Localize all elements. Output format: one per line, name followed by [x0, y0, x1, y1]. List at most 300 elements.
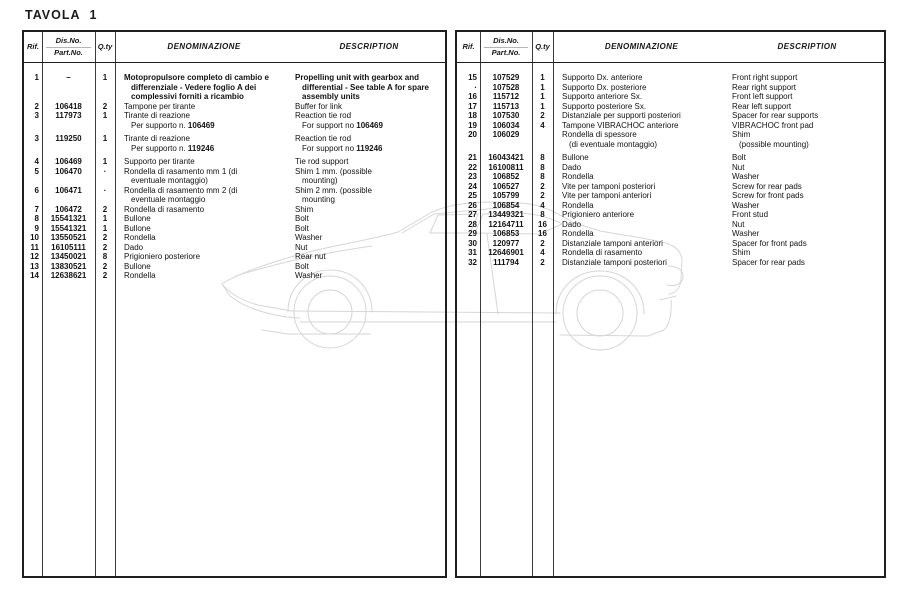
- cell-denominazione: [553, 153, 730, 163]
- cell-denominazione: [115, 271, 293, 281]
- cell-part-number: 119250: [55, 134, 82, 143]
- cell-qty: 2: [102, 242, 108, 252]
- cell-part-number: 106470: [55, 166, 82, 176]
- cell-line: Rondella: [562, 229, 594, 238]
- cell-qty: 4: [540, 248, 545, 257]
- cell-rif: 25: [468, 191, 477, 200]
- cell-line: Prigioniero anteriore: [562, 210, 635, 219]
- cell-qty: 1: [102, 134, 108, 143]
- table-row: [457, 239, 884, 249]
- cell-part-number: 106527: [492, 181, 520, 191]
- cell-rif: 11: [30, 242, 39, 252]
- cell-rif: 7: [34, 204, 39, 214]
- table-row: [24, 262, 445, 272]
- cell-rif: 1: [34, 73, 39, 82]
- cell-rif: 13: [30, 261, 39, 271]
- cell-line: Front right support: [732, 73, 798, 82]
- cell-line: Reaction tie rod: [295, 134, 352, 143]
- cell-rif: 15: [468, 73, 477, 82]
- table-row: [457, 220, 884, 230]
- cell-denominazione: [553, 248, 730, 258]
- cell-rif: 18: [468, 111, 477, 120]
- cell-line: Shim: [295, 204, 314, 214]
- header-part-number: [42, 37, 95, 57]
- cell-qty: 2: [102, 271, 108, 280]
- cell-description: [730, 102, 884, 112]
- cell-part-number: 106853: [492, 229, 520, 238]
- cell-denominazione: [553, 111, 730, 121]
- cell-qty: 8: [540, 162, 545, 172]
- cell-description: [293, 134, 445, 153]
- cell-denominazione: [115, 214, 293, 224]
- cell-denominazione: [115, 157, 293, 167]
- cell-rif: 8: [34, 214, 39, 223]
- table-row: [24, 111, 445, 130]
- cell-rif: ·: [474, 82, 477, 92]
- cell-line: Rondella di rasamento: [124, 204, 205, 214]
- cell-description: [730, 92, 884, 102]
- table-header: [457, 32, 884, 63]
- cell-denominazione: [553, 102, 730, 112]
- cell-description: [730, 153, 884, 163]
- table-row: [457, 130, 884, 149]
- cell-line-continuation: mounting): [302, 176, 338, 185]
- cell-qty: 1: [102, 214, 108, 223]
- table-row: [24, 271, 445, 281]
- cell-description: [730, 83, 884, 93]
- cell-line: Tampone VIBRACHOC anteriore: [562, 120, 679, 130]
- cell-part-number: 12646901: [488, 248, 524, 257]
- table-row: [457, 210, 884, 220]
- table-row: [24, 167, 445, 186]
- cell-denominazione: [553, 172, 730, 182]
- header-dis-no: Dis.No.: [493, 36, 519, 45]
- cell-line: Bullone: [124, 223, 151, 233]
- cell-qty: ·: [103, 166, 107, 176]
- table-row: [457, 73, 884, 83]
- cell-denominazione: [553, 258, 730, 268]
- cell-line: Shim: [732, 248, 751, 257]
- table-header: [24, 32, 445, 63]
- cell-line: Distanziale per supporti posteriori: [562, 111, 681, 120]
- cell-description: [293, 252, 445, 262]
- cell-line: Motopropulsore completo di cambio e: [124, 73, 269, 82]
- cell-line-continuation: (di eventuale montaggio): [569, 139, 658, 149]
- cell-line: Rondella di rasamento: [562, 248, 643, 257]
- cell-description: [730, 172, 884, 182]
- cell-part-number: 13450021: [50, 252, 87, 261]
- cell-description: [293, 167, 445, 186]
- cell-denominazione: [115, 262, 293, 272]
- cell-line: Dado: [562, 219, 582, 229]
- cell-rif: 32: [468, 257, 477, 267]
- cell-line-continuation: eventuale montaggio: [131, 195, 206, 204]
- cell-line: Bolt: [295, 214, 309, 223]
- header-part-number: [480, 37, 532, 57]
- cell-qty: ·: [103, 185, 107, 195]
- cell-qty: 2: [102, 233, 108, 242]
- header-dis-no: Dis.No.: [55, 36, 82, 45]
- cell-line: Vite per tamponi posteriori: [562, 181, 656, 191]
- cell-line: Prigioniero posteriore: [124, 252, 201, 261]
- cell-part-number: 13449321: [488, 210, 524, 219]
- cell-denominazione: [553, 239, 730, 249]
- cell-qty: 2: [540, 181, 545, 191]
- cell-description: [730, 229, 884, 239]
- cell-qty: 4: [540, 200, 545, 210]
- header-rif: Rif.: [462, 41, 475, 51]
- cell-denominazione: [115, 252, 293, 262]
- cell-qty: 1: [102, 73, 108, 82]
- cell-denominazione: [553, 92, 730, 102]
- cell-part-number: 16043421: [488, 153, 524, 162]
- cell-denominazione: [553, 163, 730, 173]
- cell-qty: 1: [102, 111, 108, 120]
- cell-line-continuation: (possible mounting): [739, 139, 809, 149]
- cell-line: Buffer for link: [295, 101, 342, 111]
- header-description: DESCRIPTION: [339, 41, 399, 51]
- table-row: [24, 73, 445, 102]
- cell-rif: 29: [468, 229, 477, 238]
- cell-description: [730, 220, 884, 230]
- cell-part-number: 106472: [55, 204, 82, 214]
- cell-part-number: 111794: [493, 257, 519, 267]
- cell-line: Distanziale tamponi anteriori: [562, 238, 663, 248]
- cell-description: [293, 214, 445, 224]
- cell-description: [293, 233, 445, 243]
- cell-line: Bullone: [124, 214, 151, 223]
- cell-line: Supporto Dx. anteriore: [562, 73, 643, 82]
- cell-denominazione: [115, 186, 293, 205]
- cell-qty: 2: [540, 191, 545, 200]
- cell-line: Reaction tie rod: [295, 111, 352, 120]
- cell-line-continuation: differenziale - Vedere foglio A dei: [131, 82, 257, 92]
- cell-qty: 1: [540, 92, 545, 101]
- cell-part-number: 117973: [55, 111, 82, 120]
- cell-denominazione: [553, 83, 730, 93]
- table-row: [457, 102, 884, 112]
- cell-line: Tampone per tirante: [124, 101, 196, 111]
- cell-part-number: 107528: [492, 82, 520, 92]
- table-row: [24, 243, 445, 253]
- cell-line: Bolt: [295, 261, 309, 271]
- cell-rif: 22: [468, 162, 477, 172]
- header-denominazione: DENOMINAZIONE: [604, 41, 679, 51]
- cell-part-number: 105799: [492, 191, 520, 200]
- cell-denominazione: [115, 224, 293, 234]
- cell-line: Nut: [732, 162, 745, 172]
- table-row: [457, 172, 884, 182]
- cell-rif: 14: [30, 271, 39, 280]
- cell-denominazione: [553, 182, 730, 192]
- cell-line: Supporto anteriore Sx.: [562, 92, 643, 101]
- cell-description: [730, 111, 884, 121]
- cell-rif: 12: [30, 252, 39, 261]
- parts-table-right: [455, 30, 886, 578]
- cell-rif: 20: [468, 130, 477, 139]
- cell-denominazione: [553, 130, 730, 149]
- table-row: [457, 229, 884, 239]
- cell-part-number: 106852: [492, 172, 520, 181]
- table-row: [24, 252, 445, 262]
- cell-line-continuation: Per supporto n. 106469: [131, 120, 215, 130]
- table-row: [457, 92, 884, 102]
- page-title: TAVOLA 1: [25, 8, 98, 22]
- cell-description: [730, 239, 884, 249]
- cell-qty: 16: [538, 229, 547, 238]
- cell-line: Bolt: [732, 153, 746, 162]
- cell-line: Spacer for rear supports: [732, 111, 819, 120]
- cell-denominazione: [115, 167, 293, 186]
- cell-line: Shim: [732, 130, 751, 139]
- cell-line-continuation: differential - See table A for spare: [302, 82, 429, 92]
- cell-rif: 16: [468, 92, 477, 101]
- cell-line: Front stud: [732, 210, 769, 219]
- cell-denominazione: [115, 205, 293, 215]
- cell-denominazione: [553, 220, 730, 230]
- table-row: [457, 201, 884, 211]
- cell-line: Supporto posteriore Sx.: [562, 101, 647, 111]
- cell-line: Rondella: [562, 172, 594, 181]
- cell-description: [293, 262, 445, 272]
- cell-rif: 26: [468, 200, 477, 210]
- cell-part-number: 106418: [55, 101, 82, 111]
- table-row: [24, 214, 445, 224]
- cell-description: [293, 111, 445, 130]
- header-part-no: Part.No.: [491, 47, 521, 57]
- cell-part-number: 107530: [492, 111, 520, 120]
- cell-part-number: 106854: [492, 200, 520, 210]
- cell-line: Supporto per tirante: [124, 157, 195, 166]
- cell-rif: 3: [34, 111, 39, 120]
- cell-rif: 5: [34, 166, 39, 176]
- cell-line-continuation: For support no 106469: [302, 120, 383, 130]
- cell-line: VIBRACHOC front pad: [732, 120, 814, 130]
- table-body: [24, 73, 445, 281]
- header-part-no: Part.No.: [54, 47, 83, 57]
- cell-line: Tie rod support: [295, 157, 349, 166]
- cell-rif: 28: [468, 219, 477, 229]
- cell-rif: 30: [468, 238, 477, 248]
- cell-denominazione: [553, 121, 730, 131]
- cell-denominazione: [553, 210, 730, 220]
- cell-line: Screw for front pads: [732, 191, 804, 200]
- cell-denominazione: [553, 229, 730, 239]
- cell-denominazione: [115, 243, 293, 253]
- cell-rif: 10: [30, 233, 39, 242]
- cell-line: Dado: [124, 242, 144, 252]
- cell-rif: 19: [468, 120, 477, 130]
- cell-qty: [532, 130, 553, 149]
- cell-rif: 24: [468, 181, 477, 191]
- cell-part-number: 16100811: [488, 162, 524, 172]
- table-row: [457, 182, 884, 192]
- cell-description: [730, 258, 884, 268]
- cell-part-number: 12638621: [50, 271, 87, 280]
- cell-description: [730, 201, 884, 211]
- cell-line: Supporto Dx. posteriore: [562, 82, 647, 92]
- cell-line: Screw for rear pads: [732, 181, 802, 191]
- table-row: [457, 121, 884, 131]
- cell-line: Spacer for rear pads: [732, 257, 805, 267]
- cell-rif: 31: [468, 248, 477, 257]
- cell-part-number: 106029: [492, 130, 520, 139]
- cell-qty: 2: [102, 261, 108, 271]
- cell-denominazione: [553, 201, 730, 211]
- cell-line: Front left support: [732, 92, 793, 101]
- cell-qty: 1: [540, 101, 545, 111]
- table-row: [24, 186, 445, 205]
- cell-description: [730, 182, 884, 192]
- cell-description: [293, 186, 445, 205]
- cell-qty: 1: [102, 223, 108, 233]
- cell-rif: 3: [34, 134, 39, 143]
- cell-qty: 8: [540, 210, 545, 219]
- cell-line: Bullone: [562, 153, 589, 162]
- cell-line-continuation: mounting: [302, 195, 335, 204]
- cell-qty: 16: [538, 219, 547, 229]
- table-row: [457, 163, 884, 173]
- cell-denominazione: [553, 73, 730, 83]
- cell-line: Rondella: [124, 271, 156, 280]
- cell-line: Washer: [295, 233, 323, 242]
- header-denominazione: DENOMINAZIONE: [167, 41, 241, 51]
- table-row: [457, 258, 884, 268]
- table-row: [457, 83, 884, 93]
- cell-description: [730, 121, 884, 131]
- cell-description: [730, 73, 884, 83]
- cell-line: Washer: [732, 200, 760, 210]
- cell-part-number: 106471: [55, 185, 82, 195]
- cell-part-number: 107529: [492, 73, 520, 82]
- cell-line-continuation: eventuale montaggio): [131, 176, 208, 185]
- table-row: [24, 224, 445, 234]
- cell-part-number: 115713: [492, 101, 520, 111]
- cell-description: [730, 130, 884, 149]
- cell-line: Distanziale tamponi posteriori: [562, 257, 667, 267]
- cell-part-number: 120977: [492, 238, 520, 248]
- cell-line: Shim 2 mm. (possible: [295, 185, 372, 195]
- cell-line: Dado: [562, 162, 582, 172]
- cell-denominazione: [115, 233, 293, 243]
- cell-qty: 1: [540, 73, 545, 82]
- cell-line: Rondella: [124, 233, 156, 242]
- cell-line: Propelling unit with gearbox and: [295, 73, 420, 82]
- cell-part-number: –: [66, 73, 71, 82]
- cell-line: Rondella di rasamento mm 2 (di: [124, 185, 238, 195]
- cell-line: Bullone: [124, 261, 151, 271]
- cell-part-number: 15541321: [50, 214, 87, 223]
- cell-description: [730, 248, 884, 258]
- header-qty: Q.ty: [97, 41, 113, 51]
- cell-denominazione: [115, 102, 293, 112]
- cell-line-continuation: complessivi forniti a ricambio: [131, 92, 244, 101]
- cell-part-number: 13550521: [50, 233, 87, 242]
- cell-line: Nut: [732, 219, 745, 229]
- cell-line: Rear left support: [732, 101, 792, 111]
- cell-qty: 2: [540, 238, 545, 248]
- cell-rif: 27: [468, 210, 477, 219]
- cell-qty: 2: [540, 257, 545, 267]
- parts-table-left: [22, 30, 447, 578]
- cell-description: [730, 210, 884, 220]
- cell-description: [293, 73, 445, 102]
- cell-rif: 17: [468, 101, 477, 111]
- cell-part-number: 13830521: [50, 261, 87, 271]
- cell-description: [293, 102, 445, 112]
- header-qty: Q.ty: [535, 41, 550, 51]
- cell-part-number: 106034: [492, 120, 520, 130]
- cell-line: Bolt: [295, 223, 309, 233]
- cell-line: Rear nut: [295, 252, 326, 261]
- cell-line-continuation: For support no 119246: [302, 143, 383, 153]
- cell-part-number: 16105111: [51, 242, 86, 252]
- cell-description: [293, 271, 445, 281]
- cell-description: [730, 191, 884, 201]
- table-row: [457, 111, 884, 121]
- cell-rif: 23: [468, 172, 477, 181]
- cell-line: Shim 1 mm. (possible: [295, 166, 372, 176]
- cell-denominazione: [115, 73, 293, 102]
- table-row: [24, 134, 445, 153]
- cell-qty: 8: [540, 172, 545, 181]
- cell-part-number: 106469: [55, 157, 82, 166]
- table-row: [457, 153, 884, 163]
- cell-line: Rondella: [562, 200, 594, 210]
- cell-rif: 9: [34, 223, 39, 233]
- cell-qty: 2: [540, 111, 545, 120]
- cell-line-continuation: assembly units: [302, 92, 360, 101]
- table-row: [457, 248, 884, 258]
- cell-qty: 2: [102, 204, 108, 214]
- cell-qty: 1: [102, 157, 108, 166]
- cell-qty: 1: [540, 82, 545, 92]
- cell-description: [730, 163, 884, 173]
- cell-qty: 8: [102, 252, 108, 261]
- cell-line: Rondella di spessore: [562, 130, 637, 139]
- table-body: [457, 73, 884, 267]
- header-rif: Rif.: [26, 41, 40, 51]
- table-row: [24, 157, 445, 167]
- cell-denominazione: [553, 191, 730, 201]
- cell-rif: 6: [34, 185, 39, 195]
- cell-line: Tirante di reazione: [124, 111, 190, 120]
- cell-line: Washer: [732, 172, 760, 181]
- header-description: DESCRIPTION: [777, 41, 837, 51]
- cell-line: Vite per tamponi anteriori: [562, 191, 652, 200]
- cell-line: Nut: [295, 242, 308, 252]
- cell-description: [293, 205, 445, 215]
- cell-part-number: 15541321: [50, 223, 87, 233]
- cell-description: [293, 224, 445, 234]
- cell-line: Rondella di rasamento mm 1 (di: [124, 166, 238, 176]
- cell-line: Washer: [732, 229, 760, 238]
- cell-denominazione: [115, 134, 293, 153]
- cell-qty: 4: [540, 120, 545, 130]
- cell-rif: 4: [34, 157, 39, 166]
- cell-qty: 8: [540, 153, 545, 162]
- cell-description: [293, 157, 445, 167]
- cell-rif: 21: [468, 153, 477, 162]
- cell-qty: 2: [102, 101, 108, 111]
- table-row: [457, 191, 884, 201]
- cell-description: [293, 243, 445, 253]
- cell-line: Tirante di reazione: [124, 134, 190, 143]
- cell-part-number: 115712: [492, 92, 520, 101]
- table-row: [24, 233, 445, 243]
- cell-denominazione: [115, 111, 293, 130]
- cell-line: Spacer for front pads: [732, 238, 807, 248]
